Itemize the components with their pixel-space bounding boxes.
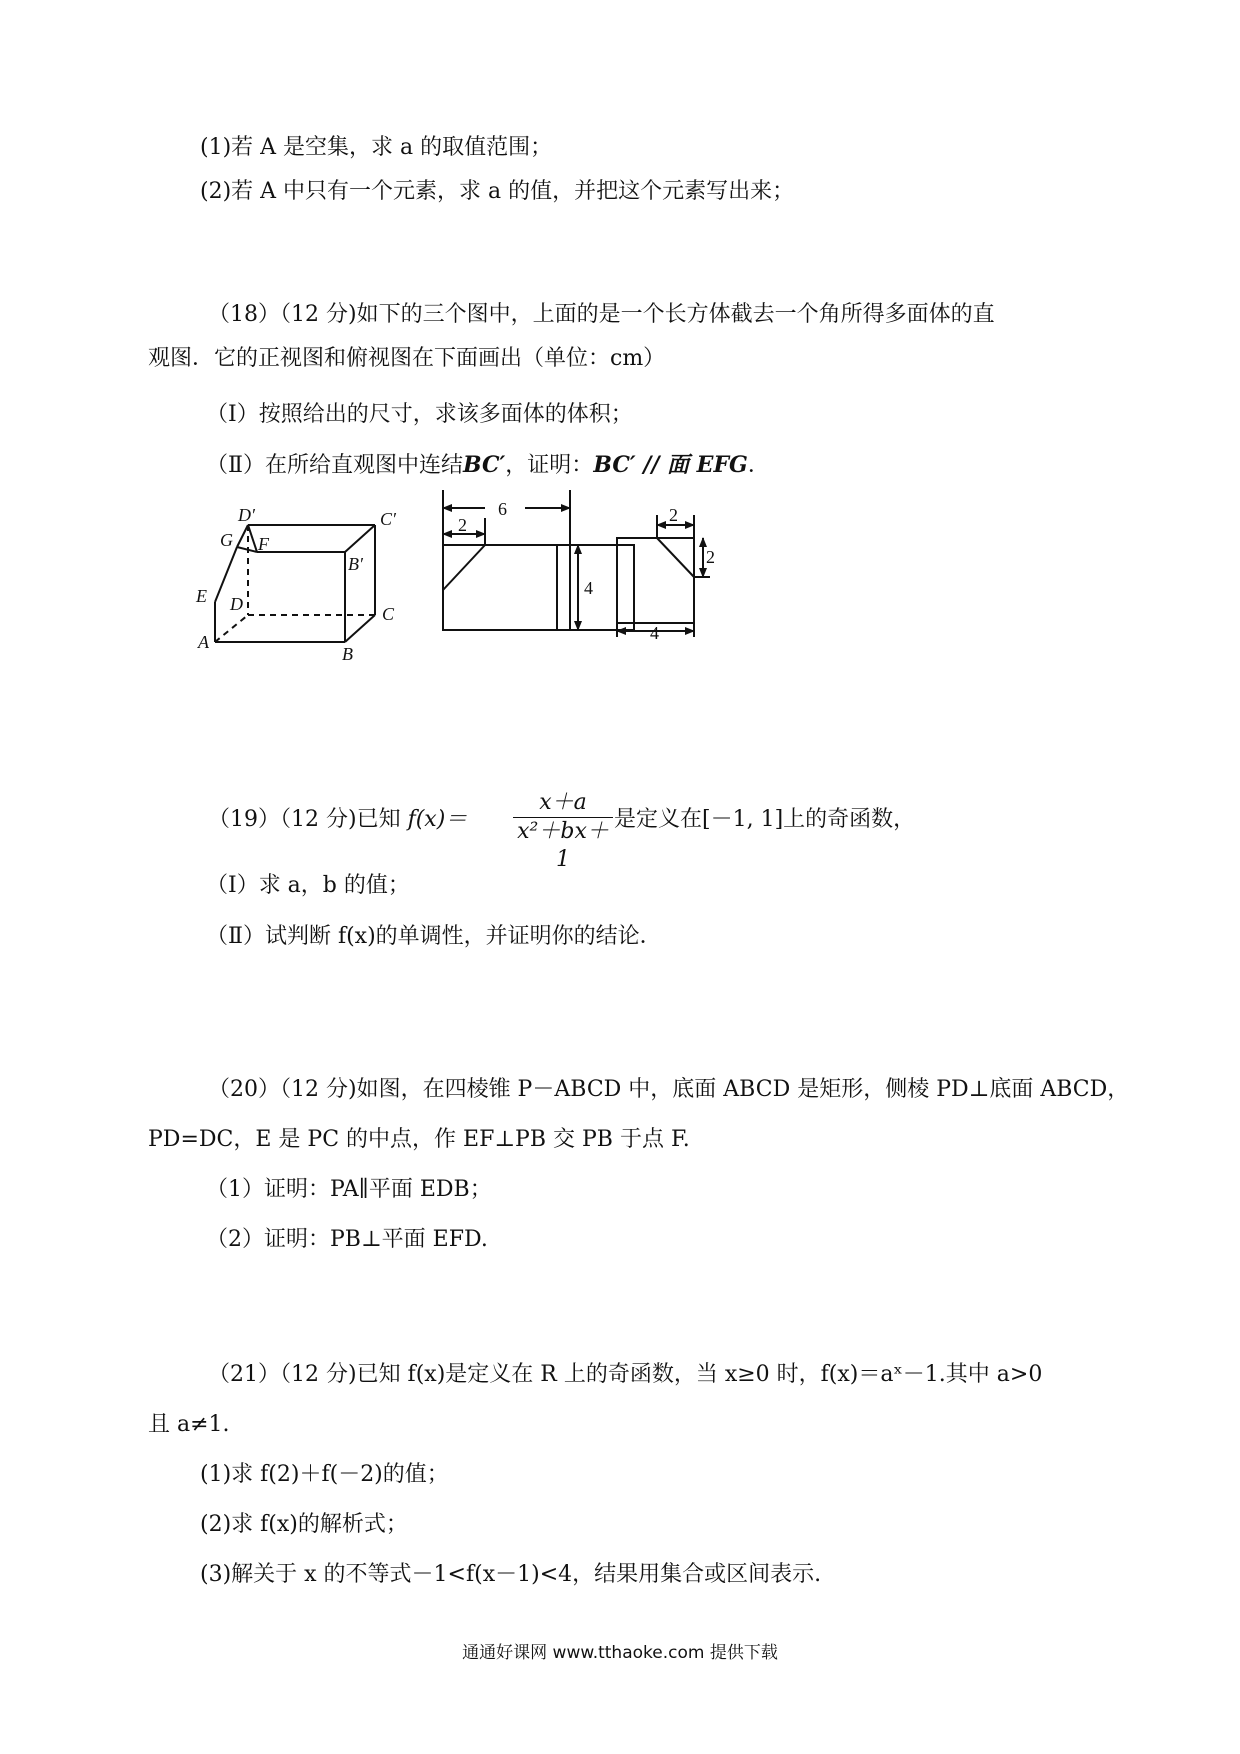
q20-part2: （2）证明：PB⊥平面 EFD. (206, 1227, 488, 1252)
q21-part3: (3)解关于 x 的不等式－1<f(x－1)<4，结果用集合或区间表示. (200, 1562, 822, 1587)
label-c-prime: C′ (380, 509, 396, 529)
q17-part1: (1)若 A 是空集，求 a 的取值范围； (200, 135, 553, 160)
q20-line2: PD=DC，E 是 PC 的中点，作 EF⊥PB 交 PB 于点 F. (148, 1127, 690, 1152)
q21-line2: 且 a≠1. (148, 1412, 230, 1437)
q19-part2: （Ⅱ）试判断 f(x)的单调性，并证明你的结论． (206, 924, 662, 949)
q19-line1 (208, 805, 467, 835)
q21-part1: (1)求 f(2)＋f(－2)的值； (200, 1462, 449, 1487)
q19-part1: （Ⅰ）求 a，b 的值； (206, 873, 410, 898)
q19-fx: f(x)＝ (407, 807, 468, 832)
label-c: C (382, 604, 395, 624)
label-g: G (220, 530, 233, 550)
q18-part2-prefix: （Ⅱ）在所给直观图中连结 (206, 453, 463, 478)
top-dim-2a: 2 (669, 505, 678, 525)
front-view-drawing (443, 490, 585, 630)
q18-part2-claim: BC′ // 面 EFG (593, 452, 748, 478)
q19-denominator: x²＋bx＋1 (517, 819, 609, 872)
q19-numerator: x＋a (513, 790, 613, 818)
label-e: E (196, 586, 207, 606)
label-d-prime: D′ (238, 505, 255, 525)
q18-part2-end: ． (747, 453, 770, 478)
q21-line1: （21）（12 分)已知 f(x)是定义在 R 上的奇函数，当 x≥0 时，f(x)＝aˣ－1.其中 a>0 (208, 1362, 1043, 1387)
q19-suffix: 是定义在[－1, 1]上的奇函数， (614, 807, 916, 832)
q20-part1: （1）证明：PA∥平面 EDB； (206, 1177, 492, 1202)
front-dim-6: 6 (498, 499, 507, 519)
label-b-prime: B′ (348, 554, 363, 574)
polyhedron-drawing (215, 525, 375, 642)
q18-part1: （Ⅰ）按照给出的尺寸，求该多面体的体积； (206, 402, 633, 427)
q18-figure (180, 490, 960, 670)
label-b: B (342, 644, 353, 664)
top-dim-2b: 2 (706, 547, 715, 567)
label-d: D (230, 594, 243, 614)
q18-top-view (615, 505, 755, 655)
q20-line1: （20）（12 分)如图，在四棱锥 P－ABCD 中，底面 ABCD 是矩形，侧棱 PD⊥底面 ABCD， (208, 1077, 1130, 1102)
front-dim-4: 4 (584, 578, 593, 598)
front-dim-2: 2 (458, 515, 467, 535)
q18-intro-line1: （18）（12 分)如下的三个图中，上面的是一个长方体截去一个角所得多面体的直 (208, 302, 995, 327)
q21-part2: (2)求 f(x)的解析式； (200, 1512, 408, 1537)
label-a: A (198, 632, 209, 652)
q18-intro-line2: 观图．它的正视图和俯视图在下面画出（单位：cm） (148, 346, 666, 371)
q17-part2: (2)若 A 中只有一个元素，求 a 的值，并把这个元素写出来； (200, 179, 795, 204)
label-f: F (258, 534, 269, 554)
page-footer: 通通好课网 www.tthaoke.com 提供下载 (462, 1643, 778, 1663)
q18-part2-mid: ，证明： (505, 453, 594, 478)
q19-fraction (513, 790, 613, 874)
top-dim-4: 4 (650, 623, 659, 643)
q19-prefix: （19）（12 分)已知 (208, 807, 401, 832)
q18-part2 (206, 450, 770, 481)
q18-part2-bc: BC′ (462, 452, 506, 478)
